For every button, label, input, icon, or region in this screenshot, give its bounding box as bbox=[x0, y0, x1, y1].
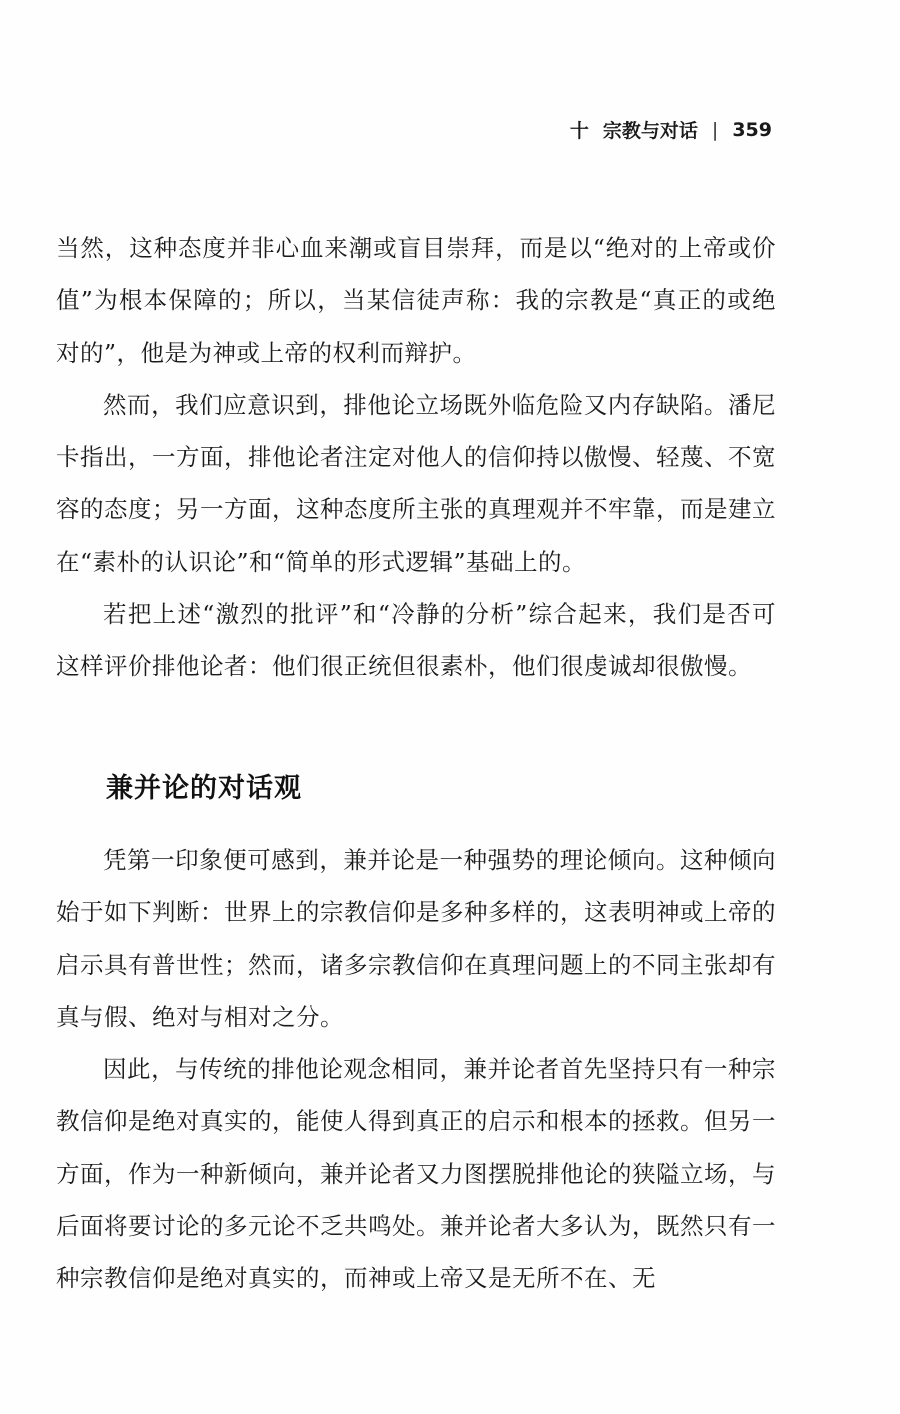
paragraph: 若把上述“激烈的批评”和“冷静的分析”综合起来，我们是否可这样评价排他论者：他们很正统但很素朴，他们很虔诚却很傲慢。 bbox=[56, 600, 776, 681]
running-header bbox=[570, 116, 772, 143]
paragraph: 当然，这种态度并非心血来潮或盲目崇拜，而是以“绝对的上帝或价值”为根本保障的；所以，当某信徒声称：我的宗教是“真正的或绝对的”，他是为神或上帝的权利而辩护。 bbox=[56, 234, 776, 367]
paragraph: 因此，与传统的排他论观念相同，兼并论者首先坚持只有一种宗教信仰是绝对真实的，能使人得到真正的启示和根本的拯救。但另一方面，作为一种新倾向，兼并论者又力图摆脱排他论的狭隘立场，与后面将要讨论的多元论不乏共鸣处。兼并论者大多认为，既然只有一种宗教信仰是绝对真实的，而神或上帝又是无所不在、无 bbox=[56, 1055, 776, 1293]
section-heading: 兼并论的对话观 bbox=[106, 773, 302, 804]
page-number: 359 bbox=[732, 118, 772, 141]
paragraph: 凭第一印象便可感到，兼并论是一种强势的理论倾向。这种倾向始于如下判断：世界上的宗教信仰是多种多样的，这表明神或上帝的启示具有普世性；然而，诸多宗教信仰在真理问题上的不同主张却有真与假、绝对与相对之分。 bbox=[56, 846, 776, 1031]
chapter-title: 宗教与对话 bbox=[602, 120, 698, 142]
chapter-number: 十 bbox=[569, 120, 589, 142]
paragraph: 然而，我们应意识到，排他论立场既外临危险又内存缺陷。潘尼卡指出，一方面，排他论者注定对他人的信仰持以傲慢、轻蔑、不宽容的态度；另一方面，这种态度所主张的真理观并不牢靠，而是建立在“素朴的认识论”和“简单的形式逻辑”基础上的。 bbox=[56, 390, 776, 576]
body-text-bottom bbox=[56, 834, 776, 1305]
body-text-top bbox=[56, 222, 776, 693]
header-separator: | bbox=[711, 118, 719, 141]
